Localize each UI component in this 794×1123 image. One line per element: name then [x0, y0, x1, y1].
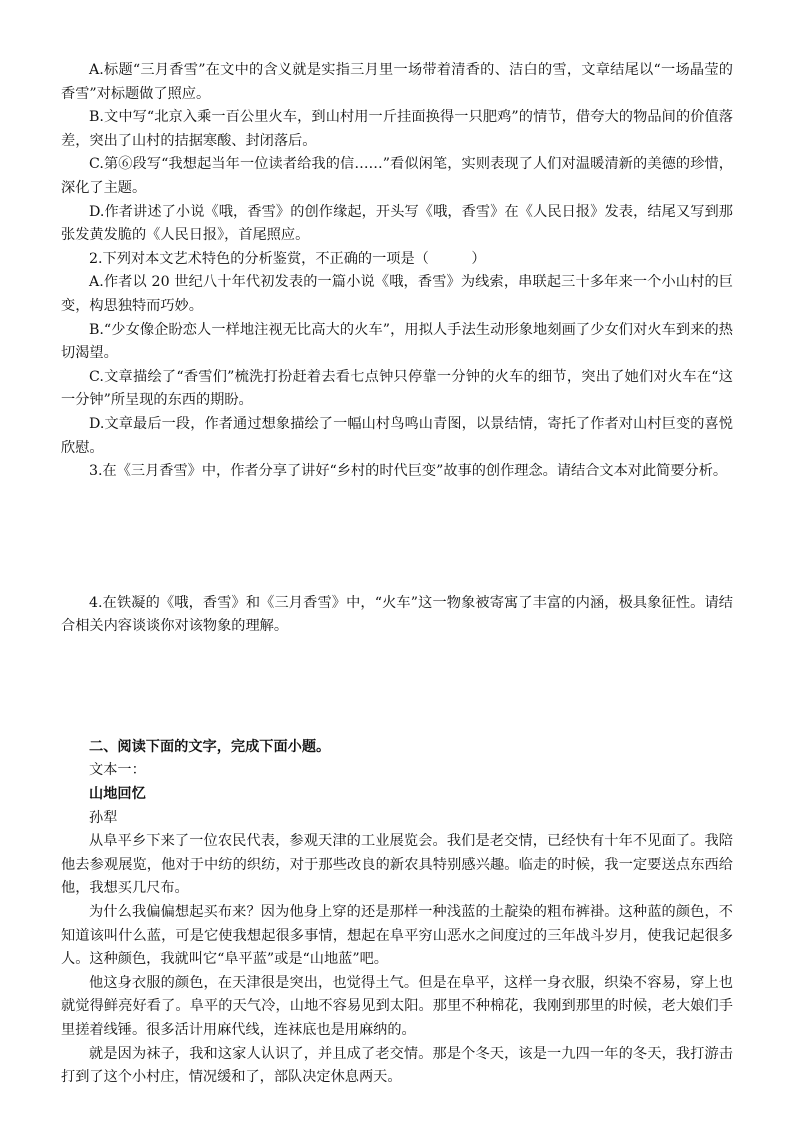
text-label: 文本一：	[89, 762, 146, 779]
q2-option-b: B.“少女像企盼恋人一样地注视无比高大的火车”，用拟人手法生动形象地刻画了少女们对火车到来的热切渴望。	[61, 321, 733, 362]
article-title: 山地回忆	[89, 786, 146, 803]
article-paragraph: 他这身衣服的颜色，在天津很是突出，也觉得土气。但是在阜平，这样一身衣服，织染不容易，穿上也就觉得鲜亮好看了。阜平的天气冷，山地不容易见到太阳。那里不种棉花，我刚到那里的时候，老大娘们手里搓着线锤。很多活计用麻代线，连袜底也是用麻纳的。	[61, 974, 733, 1038]
article-paragraph: 为什么我偏偏想起买布来？因为他身上穿的还是那样一种浅蓝的土靛染的粗布裤褂。这种蓝的颜色，不知道该叫什么蓝，可是它使我想起很多事情，想起在阜平穷山恶水之间度过的三年战斗岁月，使我记起很多人。这种颜色，我就叫它“阜平蓝”或是“山地蓝”吧。	[61, 904, 733, 968]
q1-option-d: D.作者讲述了小说《哦，香雪》的创作缘起，开头写《哦，香雪》在《人民日报》发表，结尾又写到那张发黄发脆的《人民日报》，首尾照应。	[61, 203, 733, 244]
q1-option-c: C.第⑥段写“我想起当年一位读者给我的信……”看似闲笔，实则表现了人们对温暖清新的美德的珍惜，深化了主题。	[61, 156, 733, 196]
q1-option-a: A.标题“三月香雪”在文中的含义就是实指三月里一场带着清香的、洁白的雪，文章结尾以“一场晶莹的香雪”对标题做了照应。	[61, 62, 733, 102]
article-author: 孙犁	[89, 809, 118, 826]
answer-space-q3	[61, 484, 733, 592]
q2-option-a: A.作者以 20 世纪八十年代初发表的一篇小说《哦，香雪》为线索，串联起三十多年来一个小山村的巨变，构思独特而巧妙。	[61, 274, 733, 314]
q1-option-b: B.文中写“北京入乘一百公里火车，到山村用一斤挂面换得一只肥鸡”的情节，借夸大的物品间的价值落差，突出了山村的拮据寒酸、封闭落后。	[61, 109, 733, 149]
section-heading: 二、阅读下面的文字，完成下面小题。	[89, 738, 331, 755]
q3-question: 3.在《三月香雪》中，作者分享了讲好“乡村的时代巨变”故事的创作理念。请结合文本对此简要分析。	[89, 463, 728, 480]
q2-stem: 2.下列对本文艺术特色的分析鉴赏，不正确的一项是（ ）	[89, 250, 486, 267]
article-paragraph: 从阜平乡下来了一位农民代表，参观天津的工业展览会。我们是老交情，已经快有十年不见面了。我陪他去参观展览，他对于中纺的织纺，对于那些改良的新农具特别感兴趣。临走的时候，我一定要送点东西给他，我想买几尺布。	[61, 833, 733, 897]
q2-option-c: C.文章描绘了“香雪们”梳洗打扮赶着去看七点钟只停靠一分钟的火车的细节，突出了她们对火车在“这一分钟”所呈现的东西的期盼。	[61, 368, 733, 409]
q2-option-d: D.文章最后一段，作者通过想象描绘了一幅山村鸟鸣山青图，以景结情，寄托了作者对山村巨变的喜悦欣慰。	[61, 415, 733, 456]
q4-question: 4.在铁凝的《哦，香雪》和《三月香雪》中，“火车”这一物象被寄寓了丰富的内涵，极具象征性。请结合相关内容谈谈你对该物象的理解。	[61, 594, 733, 635]
answer-space-q4	[61, 639, 733, 736]
article-paragraph: 就是因为袜子，我和这家人认识了，并且成了老交情。那是个冬天，该是一九四一年的冬天，我打游击打到了这个小村庄，情况缓和了，部队决定休息两天。	[61, 1045, 733, 1086]
